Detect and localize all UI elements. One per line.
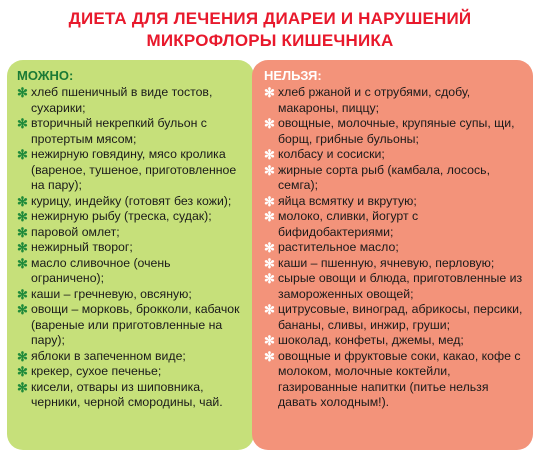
asterisk-icon: ✻ xyxy=(17,379,28,395)
list-item-text: растительное масло; xyxy=(278,240,399,254)
list-item xyxy=(17,364,246,380)
list-item-text: сырые овощи и блюда, приготовленные из замороженных овощей; xyxy=(278,271,523,301)
page-title xyxy=(0,8,540,52)
asterisk-icon: ✻ xyxy=(17,255,28,271)
list-item xyxy=(17,240,246,256)
list-item xyxy=(264,85,525,116)
list-item-text: овощи – морковь, брокколи, кабачок (вареные или приготовленные на пару); xyxy=(31,302,240,347)
asterisk-icon: ✻ xyxy=(17,302,28,317)
asterisk-icon: ✻ xyxy=(264,193,275,209)
list-item-text: хлеб ржаной и с отрубями, сдобу, макароны, пиццу; xyxy=(278,85,471,115)
list-item-text: вторичный некрепкий бульон с протертым мясом; xyxy=(31,116,207,146)
list-item-text: нежирную говядину, мясо кролика (вареное, тушеное, приготовленное на пару); xyxy=(31,147,237,192)
list-item xyxy=(264,256,525,272)
list-item-text: каши – пшенную, ячневую, перловую; xyxy=(278,255,495,270)
title-line-2: МИКРОФЛОРЫ КИШЕЧНИКА xyxy=(146,31,394,50)
list-item xyxy=(264,147,525,163)
list-item-text: каши – гречневую, овсяную; xyxy=(31,286,192,301)
list-item xyxy=(264,240,525,256)
asterisk-icon: ✻ xyxy=(264,255,275,271)
list-item xyxy=(17,349,246,365)
list-item-text: хлеб пшеничный в виде тостов, сухарики; xyxy=(31,85,213,115)
list-item-text: овощные и фруктовые соки, какао, кофе с молоком, молочные коктейли, газированные напитки (питье нельзя давать холодным!). xyxy=(278,348,521,409)
list-item xyxy=(17,256,246,287)
list-item-text: крекер, сухое печенье; xyxy=(31,364,162,378)
asterisk-icon: ✻ xyxy=(264,162,275,178)
list-item xyxy=(17,287,246,303)
list-item-text: цитрусовые, виноград, абрикосы, персики, бананы, сливы, инжир, груши; xyxy=(278,302,523,332)
list-item xyxy=(264,116,525,147)
asterisk-icon: ✻ xyxy=(17,286,28,302)
asterisk-icon: ✻ xyxy=(264,302,275,317)
list-item-text: кисели, отвары из шиповника, черники, черной смородины, чай. xyxy=(31,379,223,409)
asterisk-icon: ✻ xyxy=(264,348,275,364)
list-item xyxy=(17,85,246,116)
asterisk-icon: ✻ xyxy=(17,209,28,224)
list-item-text: овощные, молочные, крупяные супы, щи, борщ, грибные бульоны; xyxy=(278,116,515,146)
list-item xyxy=(264,271,525,302)
forbidden-list xyxy=(264,85,525,411)
list-item-text: яблоки в запеченном виде; xyxy=(31,348,186,363)
allowed-panel xyxy=(7,60,254,450)
asterisk-icon: ✻ xyxy=(17,116,28,131)
asterisk-icon: ✻ xyxy=(264,209,275,224)
list-item-text: паровой омлет; xyxy=(31,224,120,239)
list-item xyxy=(264,302,525,333)
asterisk-icon: ✻ xyxy=(264,147,275,162)
asterisk-icon: ✻ xyxy=(17,364,28,379)
allowed-list xyxy=(17,85,246,411)
list-item-text: масло сливочное (очень ограничено); xyxy=(31,255,171,285)
asterisk-icon: ✻ xyxy=(264,333,275,348)
list-item xyxy=(17,147,246,194)
list-item-text: молоко, сливки, йогурт с бифидобактериями; xyxy=(278,209,419,239)
asterisk-icon: ✻ xyxy=(17,348,28,364)
title-line-1: ДИЕТА ДЛЯ ЛЕЧЕНИЯ ДИАРЕИ И НАРУШЕНИЙ xyxy=(68,9,472,28)
list-item xyxy=(264,163,525,194)
allowed-heading: МОЖНО: xyxy=(17,68,74,83)
asterisk-icon: ✻ xyxy=(264,240,275,255)
forbidden-panel xyxy=(252,60,533,450)
forbidden-heading: НЕЛЬЗЯ: xyxy=(264,68,322,83)
list-item xyxy=(17,302,246,349)
list-item-text: жирные сорта рыб (камбала, лосось, семга); xyxy=(278,162,490,192)
asterisk-icon: ✻ xyxy=(17,85,28,100)
asterisk-icon: ✻ xyxy=(264,85,275,100)
list-item xyxy=(264,349,525,411)
asterisk-icon: ✻ xyxy=(17,147,28,162)
asterisk-icon: ✻ xyxy=(17,224,28,240)
list-item xyxy=(17,194,246,210)
list-item xyxy=(17,116,246,147)
list-item xyxy=(264,194,525,210)
list-item-text: яйца всмятку и вкрутую; xyxy=(278,193,417,208)
list-item xyxy=(17,225,246,241)
list-item-text: нежирную рыбу (треска, судак); xyxy=(31,209,212,223)
list-item-text: курицу, индейку (готовят без кожи); xyxy=(31,193,232,208)
list-item xyxy=(264,209,525,240)
asterisk-icon: ✻ xyxy=(264,271,275,286)
list-item-text: колбасу и сосиски; xyxy=(278,147,385,161)
list-item-text: шоколад, конфеты, джемы, мед; xyxy=(278,333,464,347)
list-item xyxy=(17,380,246,411)
asterisk-icon: ✻ xyxy=(17,193,28,209)
asterisk-icon: ✻ xyxy=(264,116,275,131)
list-item-text: нежирный творог; xyxy=(31,240,133,254)
list-item xyxy=(264,333,525,349)
list-item xyxy=(17,209,246,225)
asterisk-icon: ✻ xyxy=(17,240,28,255)
